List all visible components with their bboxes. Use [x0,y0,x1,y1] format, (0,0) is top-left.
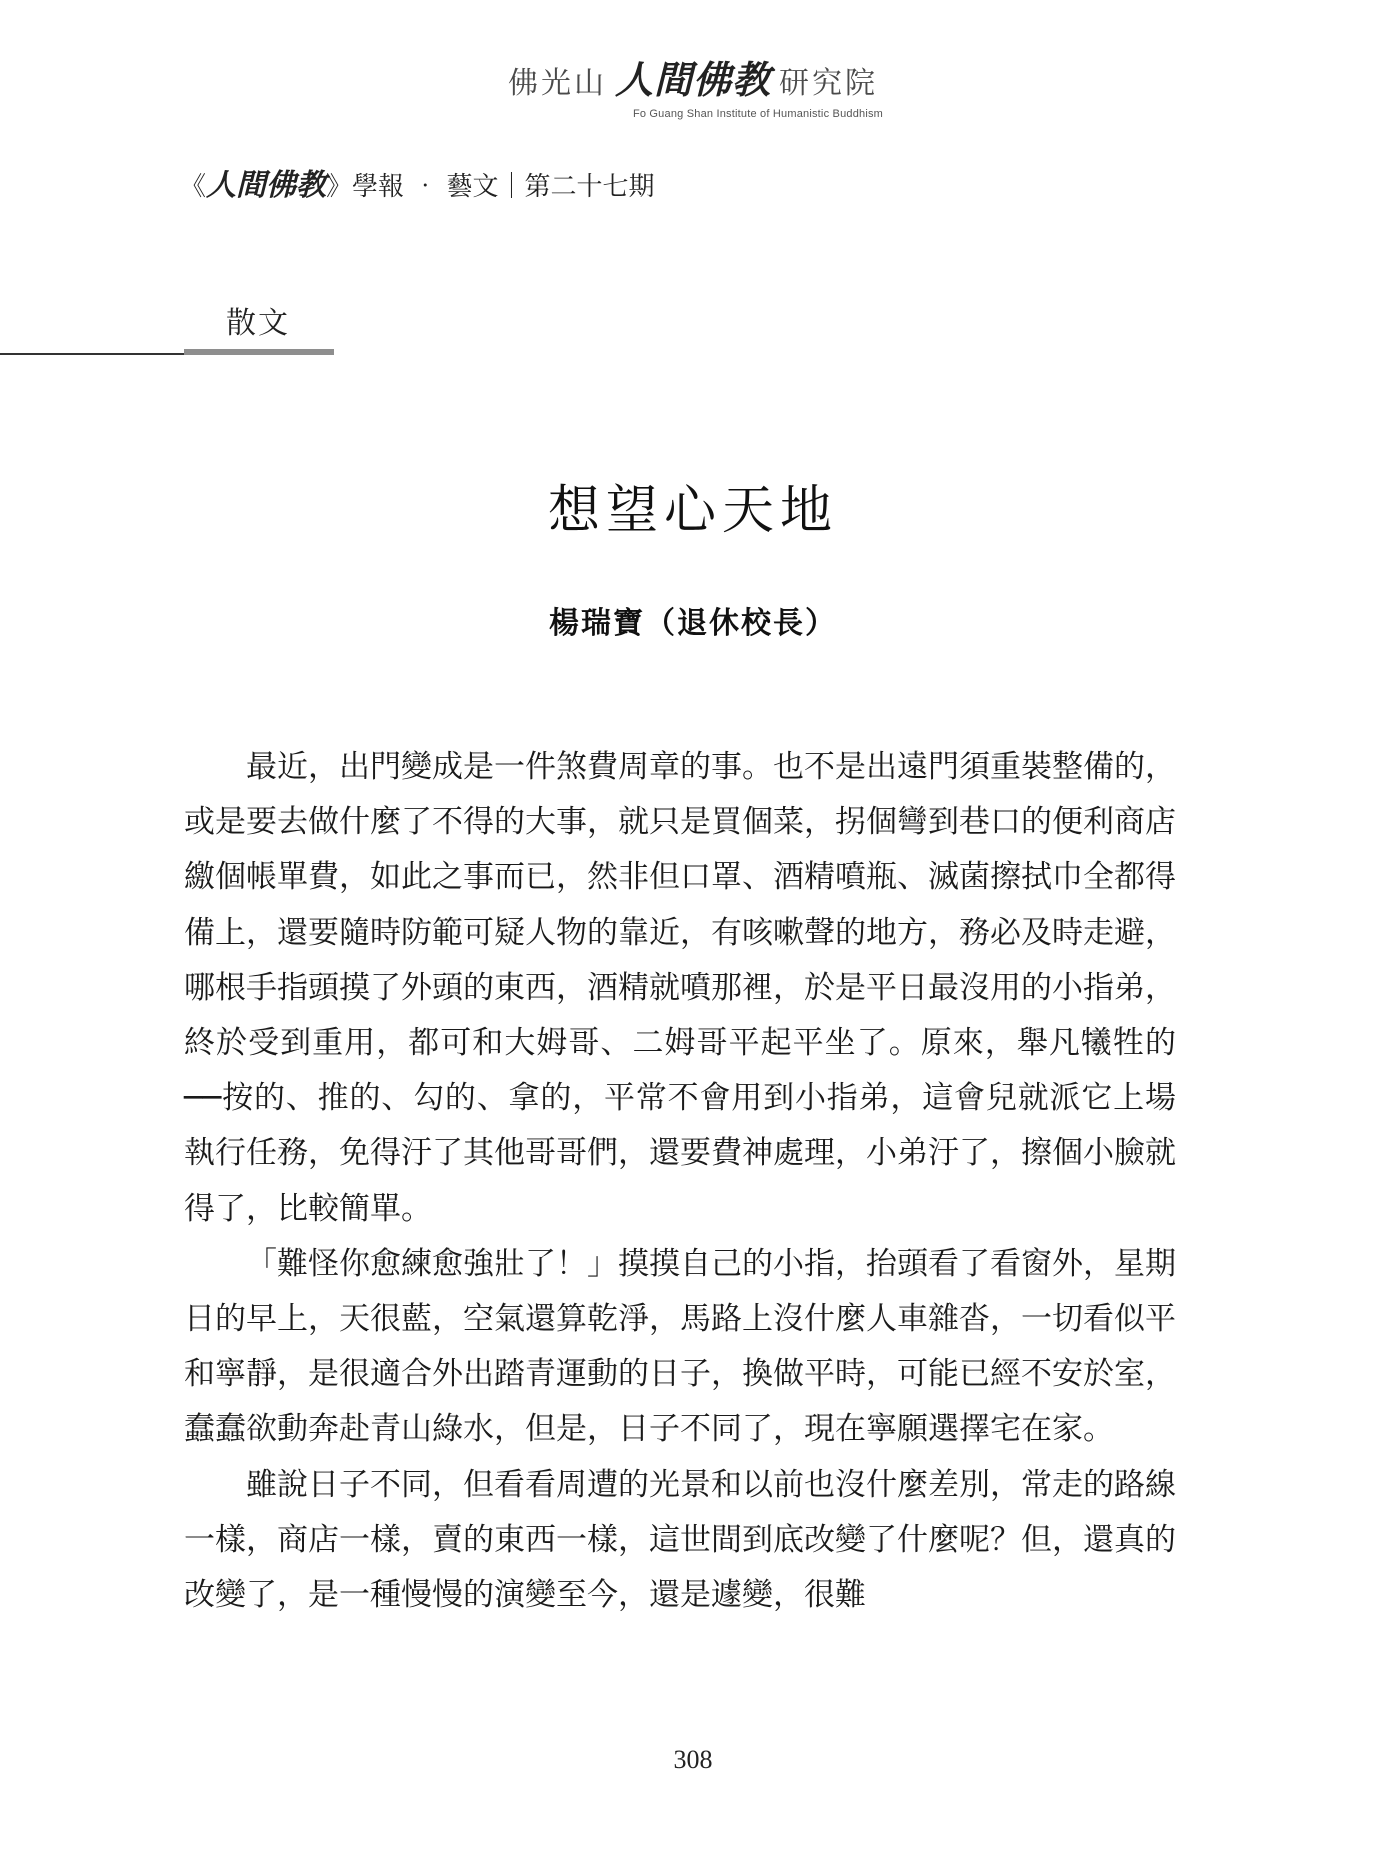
page-number: 308 [673,1745,713,1774]
paragraph: 最近，出門變成是一件煞費周章的事。也不是出遠門須重裝整備的，或是要去做什麼了不得的大事，就只是買個菜，拐個彎到巷口的便利商店繳個帳單費，如此之事而已，然非但口罩、酒精噴瓶、滅菌擦拭巾全都得備上，還要隨時防範可疑人物的靠近，有咳嗽聲的地方，務必及時走避，哪根手指頭摸了外頭的東西，酒精就噴那裡，於是平日最沒用的小指弟，終於受到重用，都可和大姆哥、二姆哥平起平坐了。原來，舉凡犧牲的──按的、推的、勾的、拿的，平常不會用到小指弟，這會兒就派它上場執行任務，免得汙了其他哥哥們，還要費神處理，小弟汙了，擦個小臉就得了，比較簡單。 [184,749,1176,1227]
journal-header [180,160,655,204]
journal-brand: 人間佛教 [206,168,327,203]
institute-masthead [0,58,1386,120]
institute-name-right: 研究院 [779,66,878,101]
journal-issue: 》學報 ‧ 藝文｜第二十七期 [326,172,655,202]
institute-name-left: 佛光山 [507,66,607,101]
institute-brand-logo: 人間佛教 [614,57,771,102]
institute-name [0,58,1386,106]
article-title: 想望心天地 [547,481,838,541]
paragraph: 雖說日子不同，但看看周遭的光景和以前也沒什麼差別，常走的路線一樣，商店一樣，賣的東西一樣，這世間到底改變了什麼呢？但，還真的改變了，是一種慢慢的演變至今，還是遽變，很難 [184,1466,1176,1614]
article-byline: 楊瑞寶（退休校長） [549,606,837,641]
journal-open-bracket: 《 [180,172,207,202]
article-body [184,740,1176,1623]
paragraph: 「難怪你愈練愈強壯了！」摸摸自己的小指，抬頭看了看窗外，星期日的早上，天很藍，空氣還算乾淨，馬路上沒什麼人車雜沓，一切看似平和寧靜，是很適合外出踏青運動的日子，換做平時，可能已經不安於室，蠢蠢欲動奔赴青山綠水，但是，日子不同了，現在寧願選擇宅在家。 [184,1245,1176,1448]
institute-name-english: Fo Guang Shan Institute of Humanistic Buddhism [632,108,884,120]
section-rule-accent [184,349,334,355]
section-label: 散文 [226,306,290,341]
